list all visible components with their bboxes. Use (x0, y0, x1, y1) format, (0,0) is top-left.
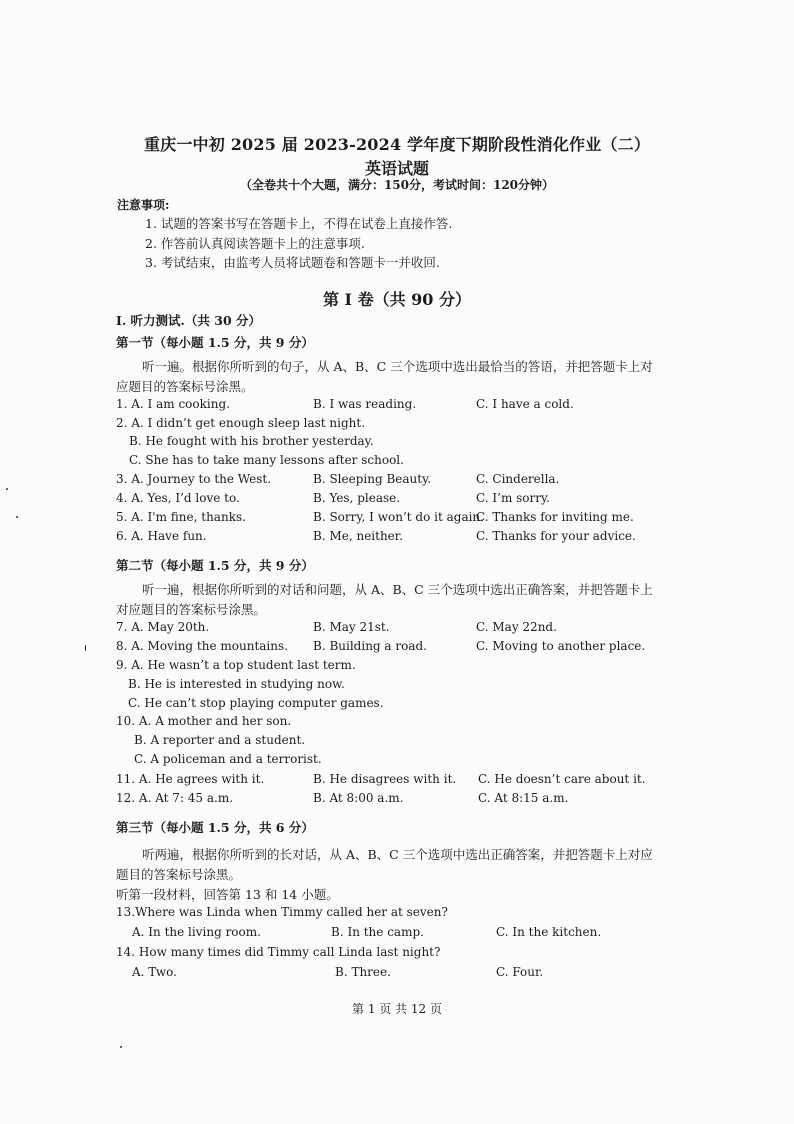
question-option: B. Three. (335, 965, 391, 979)
question-option: C. May 22nd. (476, 620, 557, 634)
notice-item: 1. 试题的答案书写在答题卡上，不得在试卷上直接作答. (145, 216, 453, 231)
question-option: 10. A. A mother and her son. (116, 714, 292, 728)
question-option: 5. A. I'm fine, thanks. (116, 510, 246, 524)
exam-meta: （全卷共十个大题，满分：150分，考试时间：120分钟） (239, 178, 555, 192)
question-option: B. At 8:00 a.m. (313, 791, 404, 805)
scan-speck (16, 516, 18, 518)
scan-speck (6, 488, 8, 490)
question-option: B. He fought with his brother yesterday. (129, 434, 374, 448)
question-stem: 13.Where was Linda when Timmy called her at seven? (116, 905, 448, 919)
notice-item: 2. 作答前认真阅读答题卡上的注意事项. (145, 236, 365, 251)
question-option: C. Thanks for your advice. (476, 529, 636, 543)
question-option: B. Me, neither. (313, 529, 404, 543)
section-instruction: 听一遍。根据你所听到的句子，从 A、B、C 三个选项中选出最恰当的答语，并把答题卡上对应题目的答案标号涂黑。 (116, 359, 653, 394)
question-option: 4. A. Yes, I’d love to. (116, 491, 240, 505)
notice-heading: 注意事项: (117, 198, 170, 212)
question-option: C. Moving to another place. (476, 639, 646, 653)
question-option: B. Yes, please. (313, 491, 401, 505)
exam-title: 重庆一中初 2025 届 2023-2024 学年度下期阶段性消化作业（二） (143, 135, 651, 154)
question-option: A. In the living room. (132, 925, 261, 939)
question-option: B. Building a road. (313, 639, 427, 653)
section-heading: 第二节（每小题 1.5 分，共 9 分） (116, 558, 314, 573)
question-option: C. I’m sorry. (476, 491, 550, 505)
question-option: C. At 8:15 a.m. (478, 791, 569, 805)
question-option: B. A reporter and a student. (134, 733, 306, 747)
question-option: 11. A. He agrees with it. (116, 772, 265, 786)
part-heading: I. 听力测试.（共 30 分） (116, 313, 262, 328)
question-option: B. Sleeping Beauty. (313, 472, 432, 486)
question-option: 1. A. I am cooking. (116, 397, 230, 411)
question-option: C. Cinderella. (476, 472, 560, 486)
question-option: A. Two. (132, 965, 177, 979)
question-option: 3. A. Journey to the West. (116, 472, 272, 486)
question-option: 7. A. May 20th. (116, 620, 210, 634)
question-stem: 14. How many times did Timmy call Linda last night? (116, 945, 441, 959)
notice-item: 3. 考试结束，由监考人员将试题卷和答题卡一并收回. (145, 255, 440, 270)
question-option: C. Four. (496, 965, 544, 979)
question-option: 6. A. Have fun. (116, 529, 207, 543)
section-heading: 第三节（每小题 1.5 分，共 6 分） (116, 820, 314, 835)
scan-speck (120, 1046, 122, 1048)
question-option: C. She has to take many lessons after school. (129, 453, 404, 467)
question-option: C. In the kitchen. (496, 925, 602, 939)
question-option: C. A policeman and a terrorist. (134, 752, 322, 766)
question-option: B. In the camp. (331, 925, 424, 939)
question-option: B. Sorry, I won’t do it again. (313, 510, 484, 524)
question-option: 9. A. He wasn’t a top student last term. (116, 658, 356, 672)
question-option: 2. A. I didn’t get enough sleep last night. (116, 416, 366, 430)
section-instruction: 听一遍，根据你所听到的对话和问题，从 A、B、C 三个选项中选出正确答案，并把答题卡上对应题目的答案标号涂黑。 (116, 582, 653, 617)
volume-title: 第 I 卷（共 90 分） (322, 290, 472, 309)
material-lead: 听第一段材料，回答第 13 和 14 小题。 (116, 887, 339, 902)
question-option: B. I was reading. (313, 397, 417, 411)
exam-subtitle: 英语试题 (364, 159, 429, 178)
question-option: 8. A. Moving the mountains. (116, 639, 288, 653)
question-option: C. I have a cold. (476, 397, 574, 411)
section-instruction: 听两遍，根据你所听到的长对话，从 A、B、C 三个选项中选出正确答案，并把答题卡上对应题目的答案标号涂黑。 (116, 847, 653, 882)
question-option: C. He doesn’t care about it. (478, 772, 646, 786)
question-option: C. He can’t stop playing computer games. (128, 696, 384, 710)
question-option: B. May 21st. (313, 620, 390, 634)
question-option: B. He disagrees with it. (313, 772, 457, 786)
scan-speck (85, 645, 86, 651)
question-option: 12. A. At 7: 45 a.m. (116, 791, 234, 805)
page-footer: 第 1 页 共 12 页 (352, 1002, 442, 1016)
section-heading: 第一节（每小题 1.5 分，共 9 分） (116, 335, 314, 350)
question-option: B. He is interested in studying now. (128, 677, 345, 691)
question-option: C. Thanks for inviting me. (476, 510, 634, 524)
